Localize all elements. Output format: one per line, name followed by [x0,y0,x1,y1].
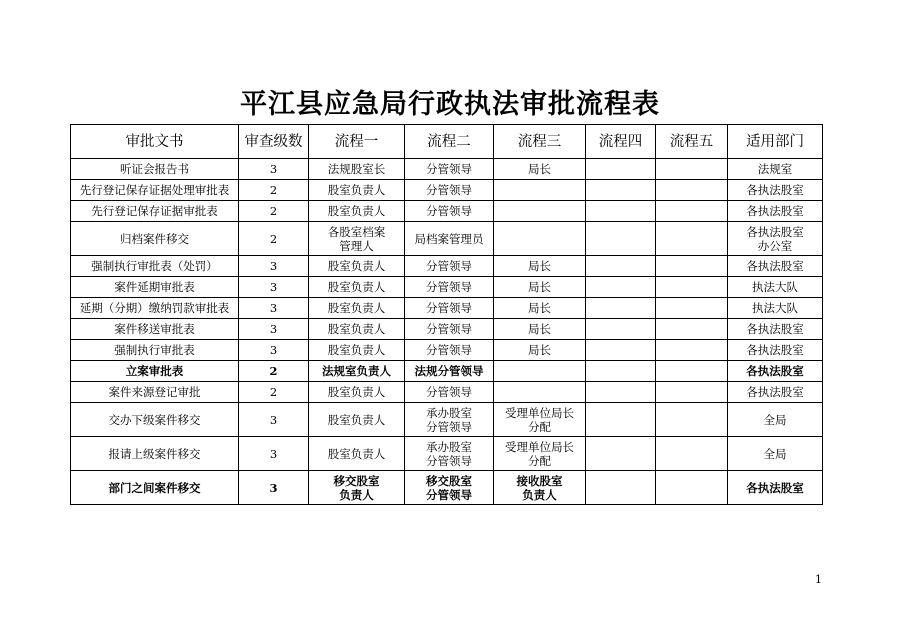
cell-step5 [656,298,728,319]
cell-doc: 强制执行审批表（处罚） [71,256,239,277]
cell-step4 [586,298,656,319]
table-row [71,382,823,403]
table-row [71,222,823,256]
cell-step5 [656,277,728,298]
table-row [71,403,823,437]
cell-step1: 股室负责人 [309,256,405,277]
cell-step2: 分管领导 [405,382,494,403]
table-row [71,298,823,319]
header-doc: 审批文书 [71,125,239,159]
cell-step4 [586,222,656,256]
cell-step4 [586,340,656,361]
cell-dept: 执法大队 [728,298,823,319]
cell-step2: 分管领导 [405,180,494,201]
cell-step4 [586,201,656,222]
header-dept: 适用部门 [728,125,823,159]
cell-level: 3 [239,403,309,437]
cell-doc: 案件移送审批表 [71,319,239,340]
approval-flow-table [70,124,823,505]
cell-dept: 各执法股室 [728,382,823,403]
cell-doc: 延期（分期）缴纳罚款审批表 [71,298,239,319]
cell-step3 [494,201,586,222]
cell-step3 [494,222,586,256]
header-step2: 流程二 [405,125,494,159]
cell-doc: 报请上级案件移交 [71,437,239,471]
cell-doc: 归档案件移交 [71,222,239,256]
cell-step5 [656,437,728,471]
cell-step1: 股室负责人 [309,382,405,403]
cell-step2: 分管领导 [405,277,494,298]
cell-step4 [586,256,656,277]
cell-level: 3 [239,298,309,319]
cell-step1: 股室负责人 [309,340,405,361]
cell-step1: 移交股室 负责人 [309,471,405,505]
cell-step2: 分管领导 [405,298,494,319]
header-step3: 流程三 [494,125,586,159]
table-row [71,471,823,505]
cell-level: 2 [239,382,309,403]
cell-dept: 各执法股室 [728,471,823,505]
cell-doc: 交办下级案件移交 [71,403,239,437]
cell-level: 3 [239,471,309,505]
cell-step2: 分管领导 [405,159,494,180]
table-row [71,319,823,340]
cell-dept: 全局 [728,437,823,471]
cell-step3: 受理单位局长 分配 [494,403,586,437]
cell-step3: 局长 [494,298,586,319]
cell-dept: 各执法股室 [728,340,823,361]
cell-step5 [656,256,728,277]
cell-dept: 全局 [728,403,823,437]
table-row [71,437,823,471]
table-row [71,180,823,201]
cell-step1: 股室负责人 [309,180,405,201]
cell-step1: 股室负责人 [309,298,405,319]
cell-step3: 局长 [494,319,586,340]
cell-doc: 案件延期审批表 [71,277,239,298]
cell-step2: 分管领导 [405,340,494,361]
cell-step5 [656,319,728,340]
cell-step1: 股室负责人 [309,437,405,471]
cell-step4 [586,277,656,298]
table-row [71,159,823,180]
table-row [71,361,823,382]
cell-dept: 各执法股室 [728,361,823,382]
cell-level: 3 [239,340,309,361]
cell-step4 [586,361,656,382]
cell-step5 [656,340,728,361]
cell-doc: 案件来源登记审批 [71,382,239,403]
table-header-row [71,125,823,159]
cell-step5 [656,180,728,201]
cell-doc: 先行登记保存证据处理审批表 [71,180,239,201]
cell-step4 [586,180,656,201]
cell-step4 [586,403,656,437]
table-row [71,340,823,361]
cell-step2: 承办股室 分管领导 [405,403,494,437]
header-step5: 流程五 [656,125,728,159]
table-body [71,159,823,505]
cell-step4 [586,382,656,403]
cell-step3: 局长 [494,340,586,361]
table-row [71,201,823,222]
cell-step2: 移交股室 分管领导 [405,471,494,505]
cell-step1: 股室负责人 [309,277,405,298]
header-step4: 流程四 [586,125,656,159]
cell-step2: 分管领导 [405,319,494,340]
cell-step3 [494,361,586,382]
cell-step2: 局档案管理员 [405,222,494,256]
table-row [71,277,823,298]
cell-step5 [656,201,728,222]
cell-step1: 股室负责人 [309,201,405,222]
cell-doc: 先行登记保存证据审批表 [71,201,239,222]
cell-step2: 承办股室 分管领导 [405,437,494,471]
cell-dept: 各执法股室 [728,256,823,277]
cell-level: 2 [239,361,309,382]
cell-level: 3 [239,159,309,180]
cell-step2: 分管领导 [405,201,494,222]
cell-dept: 各执法股室 [728,180,823,201]
cell-level: 3 [239,256,309,277]
cell-level: 2 [239,222,309,256]
cell-doc: 听证会报告书 [71,159,239,180]
cell-dept: 各执法股室 办公室 [728,222,823,256]
cell-step2: 分管领导 [405,256,494,277]
page-number: 1 [815,573,822,586]
cell-level: 3 [239,319,309,340]
table-row [71,256,823,277]
cell-level: 3 [239,277,309,298]
cell-step4 [586,471,656,505]
cell-step1: 法规室负责人 [309,361,405,382]
cell-step3 [494,382,586,403]
cell-step5 [656,471,728,505]
cell-dept: 执法大队 [728,277,823,298]
cell-dept: 法规室 [728,159,823,180]
cell-step3: 局长 [494,277,586,298]
cell-level: 2 [239,180,309,201]
cell-step5 [656,382,728,403]
cell-step5 [656,361,728,382]
cell-step5 [656,403,728,437]
cell-step1: 股室负责人 [309,403,405,437]
cell-step3: 受理单位局长 分配 [494,437,586,471]
header-level: 审查级数 [239,125,309,159]
page-title: 平江县应急局行政执法审批流程表 [240,89,660,120]
cell-step4 [586,319,656,340]
header-step1: 流程一 [309,125,405,159]
cell-step2: 法规分管领导 [405,361,494,382]
cell-step5 [656,222,728,256]
cell-step4 [586,159,656,180]
cell-step5 [656,159,728,180]
cell-step3 [494,180,586,201]
cell-step1: 各股室档案 管理人 [309,222,405,256]
cell-doc: 强制执行审批表 [71,340,239,361]
cell-step4 [586,437,656,471]
cell-step1: 法规股室长 [309,159,405,180]
cell-doc: 部门之间案件移交 [71,471,239,505]
cell-dept: 各执法股室 [728,319,823,340]
cell-step1: 股室负责人 [309,319,405,340]
cell-step3: 接收股室 负责人 [494,471,586,505]
cell-step3: 局长 [494,159,586,180]
cell-step3: 局长 [494,256,586,277]
cell-dept: 各执法股室 [728,201,823,222]
cell-level: 2 [239,201,309,222]
cell-level: 3 [239,437,309,471]
cell-doc: 立案审批表 [71,361,239,382]
